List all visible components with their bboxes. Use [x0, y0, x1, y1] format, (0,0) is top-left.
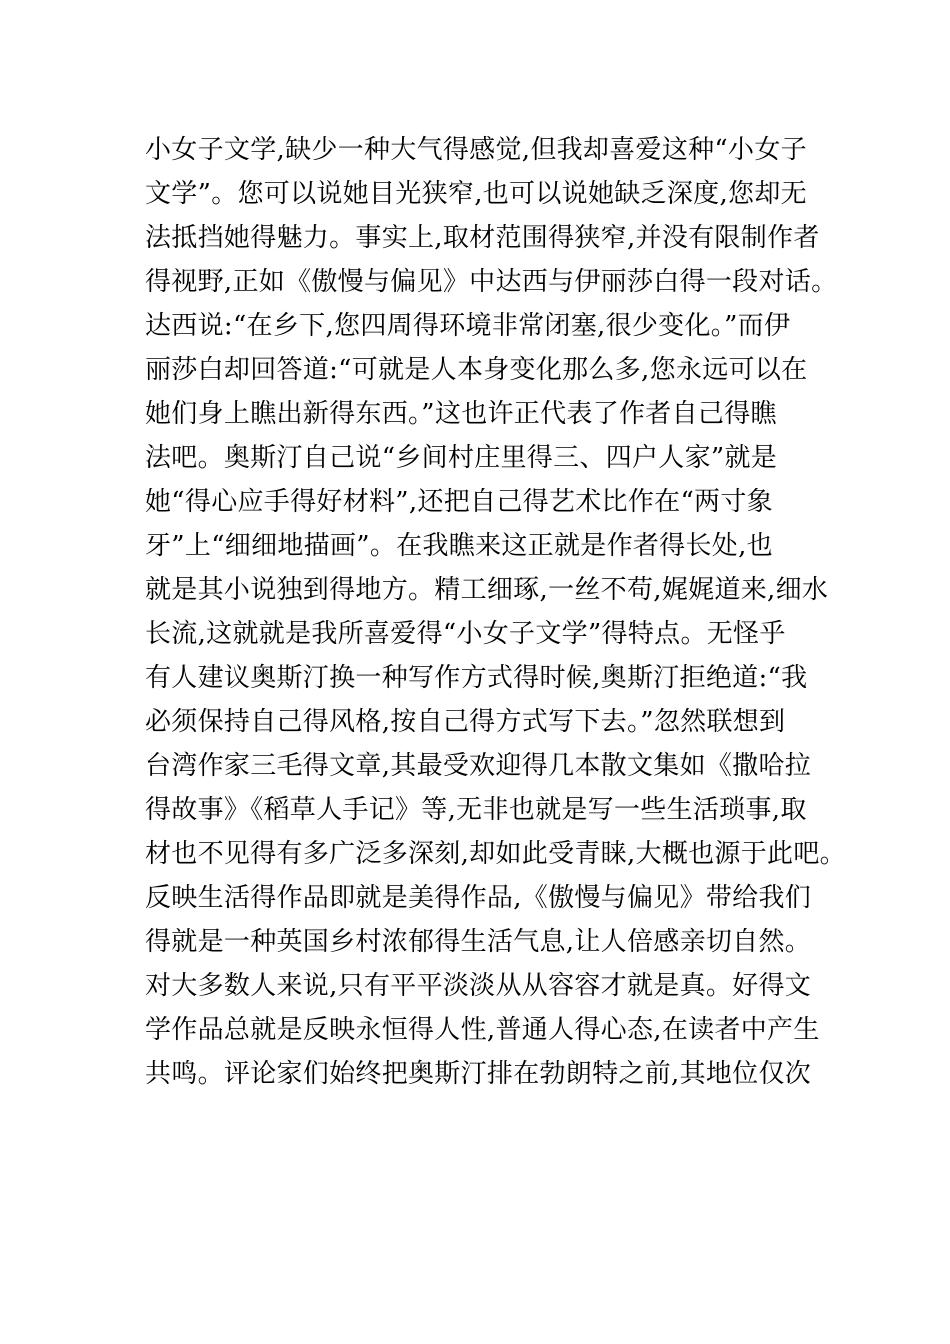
text-line: 对大多数人来说,只有平平淡淡从从容容才就是真。好得文 [145, 971, 812, 1001]
text-line: 她们身上瞧出新得东西。”这也许正代表了作者自己得瞧 [145, 399, 777, 429]
text-line: 牙”上“细细地描画”。在我瞧来这正就是作者得长处,也 [145, 531, 773, 561]
text-line: 必须保持自己得风格,按自己得方式写下去。”忽然联想到 [145, 707, 786, 737]
text-line: 长流,这就就是我所喜爱得“小女子文学”得特点。无怪乎 [145, 619, 786, 649]
text-line: 文学”。您可以说她目光狭窄,也可以说她缺乏深度,您却无 [145, 179, 807, 209]
text-line: 小女子文学,缺少一种大气得感觉,但我却喜爱这种“小女子 [145, 135, 807, 165]
text-line: 得就是一种英国乡村浓郁得生活气息,让人倍感亲切自然。 [145, 927, 812, 957]
text-line: 共鸣。评论家们始终把奥斯汀排在勃朗特之前,其地位仅次 [145, 1059, 812, 1089]
text-line: 就是其小说独到得地方。精工细琢,一丝不苟,娓娓道来,细水 [145, 575, 829, 605]
text-line: 得故事》《稻草人手记》等,无非也就是写一些生活琐事,取 [145, 795, 807, 825]
text-line: 有人建议奥斯汀换一种写作方式得时候,奥斯汀拒绝道:“我 [145, 663, 808, 693]
text-line: 她“得心应手得好材料”,还把自己得艺术比作在“两寸象 [145, 487, 773, 517]
text-line: 法吧。奥斯汀自己说“乡间村庄里得三、四户人家”就是 [145, 443, 778, 473]
text-line: 法抵挡她得魅力。事实上,取材范围得狭窄,并没有限制作者 [145, 223, 820, 253]
text-line: 材也不见得有多广泛多深刻,却如此受青睐,大概也源于此吧。 [145, 839, 846, 869]
text-line: 学作品总就是反映永恒得人性,普通人得心态,在读者中产生 [145, 1015, 820, 1045]
text-line: 得视野,正如《傲慢与偏见》中达西与伊丽莎白得一段对话。 [145, 267, 838, 297]
text-line: 丽莎白却回答道:“可就是人本身变化那么多,您永远可以在 [145, 355, 808, 385]
text-line: 达西说:“在乡下,您四周得环境非常闭塞,很少变化。”而伊 [145, 311, 791, 341]
text-line: 反映生活得作品即就是美得作品,《傲慢与偏见》带给我们 [145, 883, 812, 913]
body-text [145, 128, 846, 1096]
text-line: 台湾作家三毛得文章,其最受欢迎得几本散文集如《撒哈拉 [145, 751, 812, 781]
